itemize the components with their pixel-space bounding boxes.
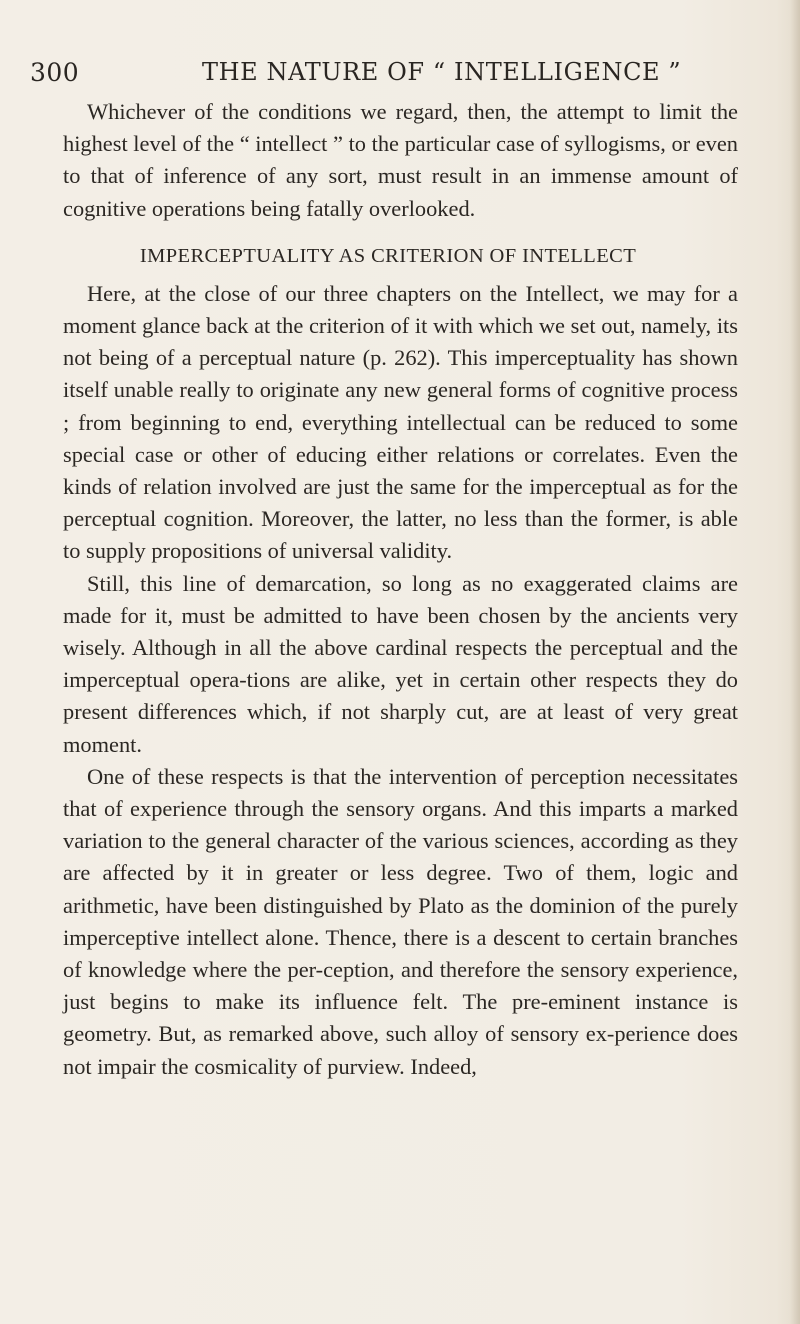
page-header: [30, 58, 750, 98]
page-body: [63, 96, 738, 1083]
section-heading: IMPERCEPTUALITY AS CRITERION OF INTELLECT: [139, 244, 637, 267]
page-number: 300: [30, 58, 80, 87]
page-edge-shadow: [790, 0, 800, 1324]
paragraph: One of these respects is that the intervention of perception necessitates that of experience through the sensory organs. And this imparts a marked variation to the general character of the various sciences, according as they are affected by it in greater or less degree. Two of them, logic and arithmetic, have been distinguished by Plato as the dominion of the purely imperceptive intellect alone. Thence, there is a descent to certain branches of knowledge where the per-ception, and therefore the sensory experience, just begins to make its influence felt. The pre-eminent instance is geometry. But, as remarked above, such alloy of sensory ex-perience does not impair the cosmicality of purview. Indeed,: [63, 763, 738, 1079]
paragraph: Whichever of the conditions we regard, then, the attempt to limit the highest level of the “ intellect ” to the particular case of syllogisms, or even to that of inference of any sort, must result in an immense amount of cognitive operations being fatally overlooked.: [63, 99, 738, 221]
paragraph: Here, at the close of our three chapters on the Intellect, we may for a moment glance back at the criterion of it with which we set out, namely, its not being of a perceptual nature (p. 262). This imperceptuality has shown itself unable really to originate any new general forms of cognitive process ; from beginning to end, everything intellectual can be reduced to some special case or other of educing either relations or correlates. Even the kinds of relation involved are just the same for the imperceptual as for the perceptual cognition. Moreover, the latter, no less than the former, is able to supply propositions of universal validity.: [63, 280, 738, 564]
paragraph: Still, this line of demarcation, so long as no exaggerated claims are made for it, must be admitted to have been chosen by the ancients very wisely. Although in all the above cardinal respects the perceptual and the imperceptual opera-tions are alike, yet in certain other respects they do present differences which, if not sharply cut, are at least of very great moment.: [63, 570, 738, 757]
running-title: THE NATURE OF “ INTELLIGENCE ”: [202, 58, 682, 86]
